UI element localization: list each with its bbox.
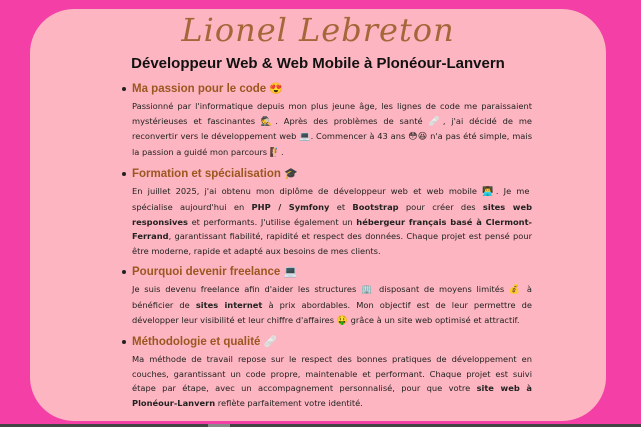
text-run: Je suis devenu freelance afin d'aider les structures [132, 284, 362, 295]
heart-eyes-icon: 😍 [269, 83, 284, 95]
text-run: à prix abordables. Mon objectif est de leur permettre de développer leur visibilité et leur chiffre d'affaires [132, 299, 533, 325]
site-owner-name: Lionel Lebreton [181, 11, 455, 49]
bold-keyword: sites web responsives [132, 201, 533, 227]
text-run: En juillet 2025, j'ai obtenu mon diplôme de développeur web et web mobile [132, 186, 483, 197]
section-title [132, 166, 532, 182]
bandage-icon: 🩹 [263, 336, 278, 349]
bold-keyword: PHP / Symfony [251, 201, 330, 212]
bullet-marker [122, 172, 126, 176]
text-run: Ma méthode de travail repose sur le respect des bonnes pratiques de développement en couches, garantissant un code propre, maintenable et performant. Chaque projet est suivi étape par étape, avec un accompagnement personnalisé, pour que votre [132, 354, 532, 394]
text-run: n'a pas été simple, mais la passion a guidé mon parcours [132, 131, 533, 157]
bullet-marker [122, 340, 126, 344]
emoji-icon: 👨‍💻 [482, 187, 496, 198]
section-text [132, 352, 532, 410]
list-item [132, 81, 532, 160]
text-run: et performants. J'utilise également un [187, 216, 357, 227]
section-title-text: Méthodologie et qualité [132, 336, 261, 349]
emoji-icon: 💰 [508, 285, 523, 296]
emoji-icon: 🏢 [361, 285, 375, 296]
section-text [132, 184, 532, 258]
list-item [132, 334, 532, 410]
text-run: . Après des problèmes de santé [275, 115, 429, 126]
bullet-marker [122, 270, 126, 274]
text-run: . Commencer à 43 ans [310, 131, 409, 142]
bold-keyword: hébergeur français basé à Clermont-Ferrand [132, 216, 532, 242]
text-run: . [280, 146, 284, 157]
emoji-icon: 💻 [299, 132, 311, 143]
bullet-marker [122, 87, 126, 91]
section-title [132, 334, 532, 350]
text-run: à bénéficier de [132, 284, 532, 310]
section-title [132, 81, 532, 97]
text-run: pour créer des [398, 201, 483, 212]
emoji-icon: 😳😆 [408, 132, 428, 143]
section-text [132, 99, 532, 160]
text-run: , j'ai décidé de me reconvertir vers le développement web [132, 115, 533, 142]
emoji-icon: 🩹 [428, 116, 443, 127]
section-title [132, 264, 532, 280]
emoji-icon: 🤑 [336, 315, 348, 326]
bold-keyword: site web à Plonéour-Lanvern [132, 383, 532, 408]
bold-keyword: sites internet [195, 299, 263, 310]
content-card [30, 9, 606, 421]
list-item [132, 166, 532, 258]
section-text [132, 282, 532, 328]
section-title-text: Formation et spécialisation [132, 168, 281, 181]
bold-keyword: Bootstrap [352, 201, 399, 212]
section-title-text: Ma passion pour le code [132, 83, 267, 95]
emoji-icon: 🧗 [269, 147, 281, 158]
text-run: et [329, 201, 353, 212]
list-item [132, 264, 532, 328]
text-run: , garantissant fiabilité, rapidité et respect des données. Chaque projet est pensé pour être moderne, rapide et adapté aux besoins de mes clients. [132, 231, 532, 256]
page-subtitle: Développeur Web & Web Mobile à Plonéour-Lanvern [131, 55, 505, 72]
text-run: reflète parfaitement votre identité. [215, 397, 363, 408]
laptop-icon: 💻 [283, 266, 298, 279]
section-title-text: Pourquoi devenir freelance [132, 266, 281, 279]
text-run: disposant de moyens limités [374, 284, 509, 295]
emoji-icon: 🕵 [260, 116, 276, 127]
graduation-cap-icon: 🎓 [284, 168, 298, 181]
text-run: grâce à un site web optimisé et attractif. [347, 314, 520, 325]
sections-list [132, 81, 532, 417]
text-run: Passionné par l'informatique depuis mon plus jeune âge, les lignes de code me paraissaient mystérieuses et fascinantes [132, 101, 532, 126]
text-run: . Je me spécialise aujourd'hui en [132, 186, 530, 212]
